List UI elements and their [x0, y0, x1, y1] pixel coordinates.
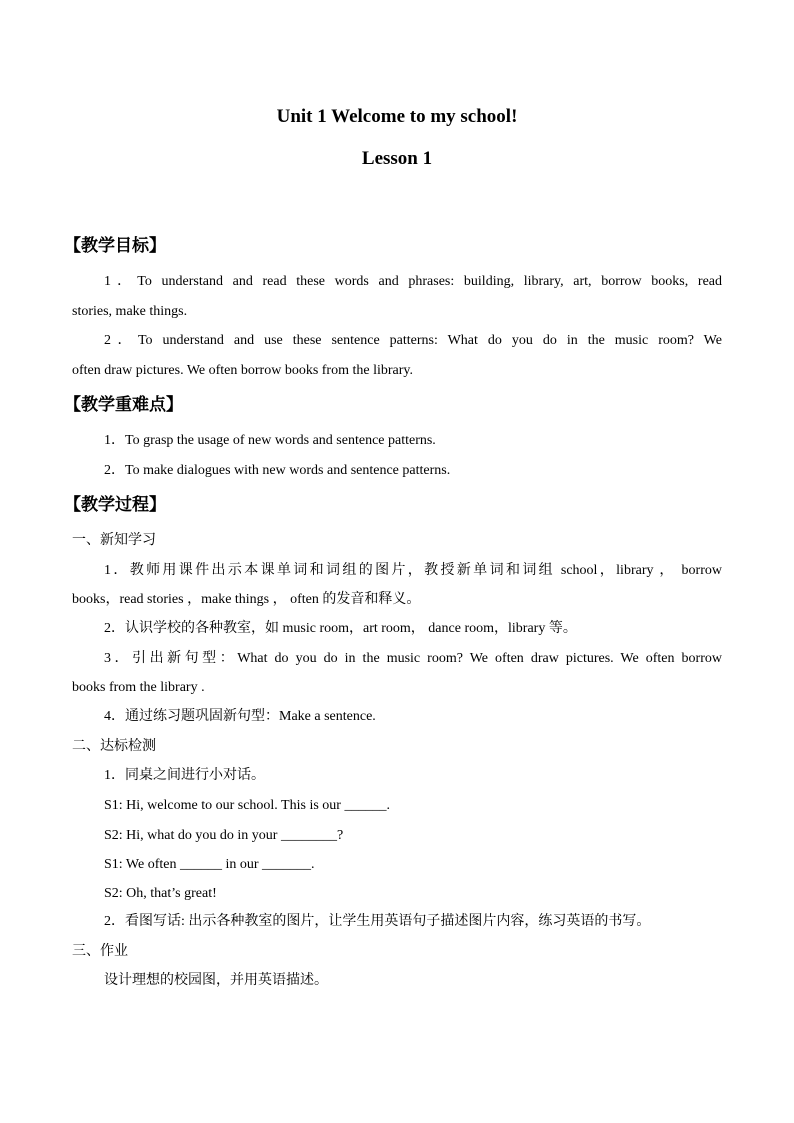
lesson-title: Lesson 1	[361, 148, 433, 169]
key-point-2: 2．To make dialogues with new words and sentence patterns.	[104, 463, 451, 478]
section-1-item-1-line-1: 1．教师用课件出示本课单词和词组的图片，教授新单词和词组 school，library ， borrow	[104, 563, 722, 578]
process-heading: 【教学过程】	[64, 495, 166, 515]
objective-2-line-2: often draw pictures. We often borrow books from the library.	[72, 363, 413, 378]
dialogue-line-3: S1: We often ______ in our _______.	[104, 857, 315, 872]
section-1-item-4: 4．通过练习题巩固新句型：Make a sentence.	[104, 709, 376, 724]
section-3-title: 三、作业	[72, 943, 128, 959]
section-2-item-1: 1．同桌之间进行小对话。	[104, 768, 265, 783]
unit-title: Unit 1 Welcome to my school!	[276, 106, 518, 127]
objective-2-line-1: 2．To understand and use these sentence patterns: What do you do in the music room? We	[104, 333, 722, 348]
key-points-heading: 【教学重难点】	[64, 395, 183, 415]
dialogue-line-1: S1: Hi, welcome to our school. This is our ______.	[104, 798, 390, 813]
dialogue-line-2: S2: Hi, what do you do in your ________?	[104, 828, 344, 843]
key-point-1: 1．To grasp the usage of new words and sentence patterns.	[104, 433, 436, 448]
objective-1-line-2: stories, make things.	[72, 304, 188, 319]
section-1-item-3-line-2: books from the library .	[72, 680, 205, 695]
section-1-item-2: 2．认识学校的各种教室，如 music room，art room， dance room，library 等。	[104, 621, 577, 636]
objective-1-line-1: 1．To understand and read these words and phrases: building, library, art, borrow books, read	[104, 274, 722, 289]
section-3-item-1: 设计理想的校园图，并用英语描述。	[104, 973, 328, 988]
objectives-heading: 【教学目标】	[64, 236, 166, 256]
section-2-item-2: 2．看图写话: 出示各种教室的图片，让学生用英语句子描述图片内容，练习英语的书写。	[104, 914, 651, 929]
section-1-title: 一、新知学习	[72, 532, 156, 548]
dialogue-line-4: S2: Oh, that’s great!	[104, 886, 217, 901]
section-2-title: 二、达标检测	[72, 738, 156, 754]
section-1-item-1-line-2: books，read stories ，make things ， often 的发音和释义。	[72, 592, 421, 607]
section-1-item-3-line-1: 3．引出新句型：What do you do in the music room? We often draw pictures. We often borrow	[104, 651, 722, 666]
